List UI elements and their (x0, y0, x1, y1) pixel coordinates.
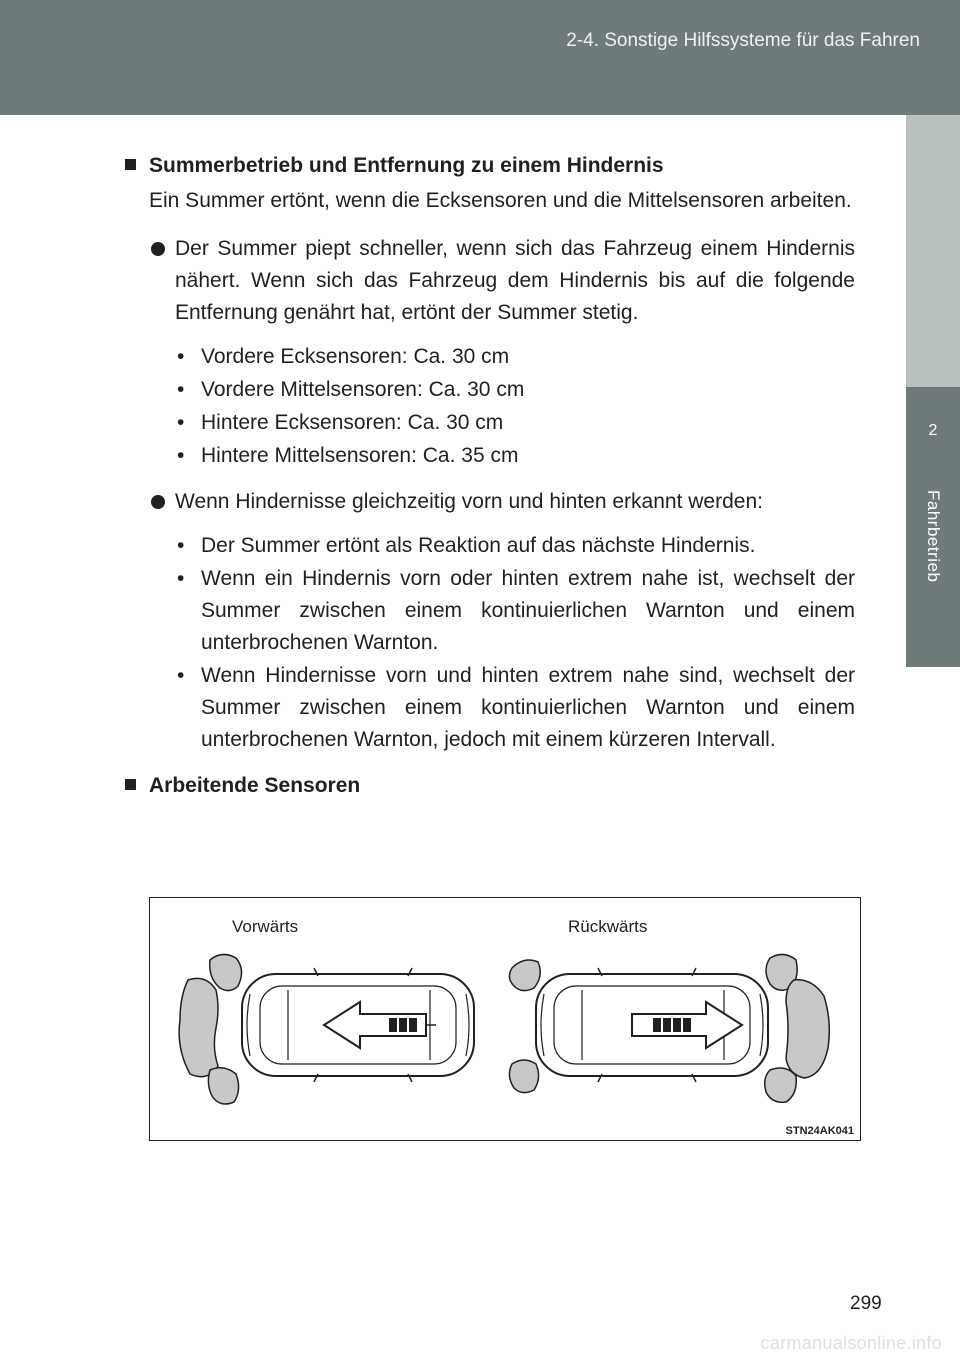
forward-label: Vorwärts (232, 917, 299, 936)
list-item: • Der Summer ertönt als Reaktion auf das nächste Hindernis. (175, 530, 855, 562)
distance-list (175, 341, 855, 472)
main-content (125, 150, 855, 805)
list-item: • Hintere Ecksensoren: Ca. 30 cm (175, 407, 855, 439)
sensor-figure (149, 897, 861, 1141)
bullet-simultaneous: Wenn Hindernisse gleichzeitig vorn und hinten erkannt werden: (125, 486, 855, 518)
page-number: 299 (850, 1293, 882, 1314)
page-header (0, 0, 960, 115)
reverse-label: Rückwärts (568, 917, 648, 936)
list-item: • Wenn Hindernisse vorn und hinten extrem nahe sind, wechselt der Summer zwischen einem kontinuierlichen Warnton und einem unterbrochenen Warnton, jedoch mit einem kürzeren Intervall. (175, 660, 855, 756)
chapter-number: 2 (928, 422, 938, 439)
section-title: 2-4. Sonstige Hilfssysteme für das Fahren (566, 30, 920, 51)
rear-sensor-zones (765, 954, 830, 1102)
section-heading-buzzer: Summerbetrieb und Entfernung zu einem Hindernis (125, 150, 855, 182)
case-list (175, 530, 855, 756)
side-tab-upper (906, 115, 960, 387)
chapter-label: Fahrbetrieb (924, 490, 943, 583)
list-item: • Vordere Ecksensoren: Ca. 30 cm (175, 341, 855, 373)
list-item: • Vordere Mittelsensoren: Ca. 30 cm (175, 374, 855, 406)
figure-code: STN24AK041 (785, 1125, 854, 1137)
list-item: • Hintere Mittelsensoren: Ca. 35 cm (175, 440, 855, 472)
watermark: carmanualsonline.info (760, 1333, 942, 1353)
chapter-tab (906, 387, 960, 667)
arrow-reverse (632, 1002, 742, 1048)
bullet-buzzer-speed: Der Summer piept schneller, wenn sich das Fahrzeug einem Hindernis nähert. Wenn sich das Fahrzeug dem Hindernis bis auf die folgende Entfernung genährt hat, ertönt der Summer stetig. (125, 233, 855, 329)
intro-paragraph: Ein Summer ertönt, wenn die Ecksensoren und die Mittelsensoren arbeiten. (149, 189, 852, 212)
front-sensor-zones (179, 954, 241, 1104)
sensor-diagram (150, 898, 860, 1140)
arrow-forward (324, 1002, 436, 1048)
section-heading-sensors: Arbeitende Sensoren (125, 770, 855, 802)
list-item: • Wenn ein Hindernis vorn oder hinten extrem nahe ist, wechselt der Summer zwischen einem kontinuierlichen Warnton und einem unterbrochenen Warnton. (175, 563, 855, 659)
